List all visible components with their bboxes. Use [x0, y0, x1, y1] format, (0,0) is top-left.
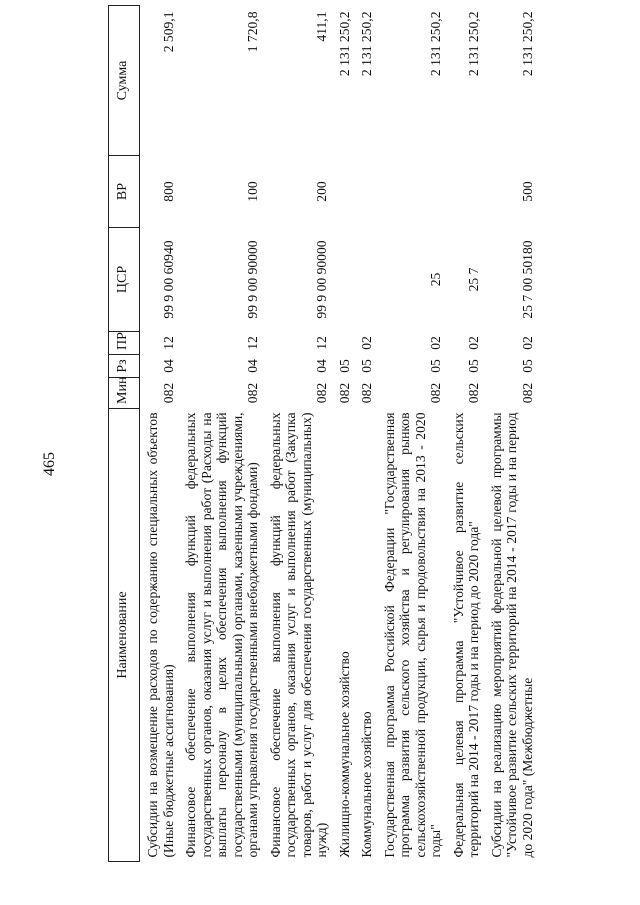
row-name: Субсидии на возмещение расходов по содержанию специальных объектов (Иные бюджетные ассигнования): [145, 412, 176, 858]
row-csr: 25 7: [466, 267, 481, 292]
row-csr: 99 9 00 60940: [160, 240, 176, 319]
rotated-table-container: [108, 6, 608, 862]
row-csr: [332, 228, 355, 332]
row-sum: 2 131 250,2: [466, 11, 481, 77]
row-rz: 04: [160, 359, 176, 373]
row-pr: 12: [160, 336, 176, 350]
budget-table: [108, 5, 537, 862]
table-row: [263, 6, 332, 862]
row-name: Финансовое обеспечение выполнения функций федеральных государственных органов, оказания услуг и выполнения работ (Расходы на выплаты персоналу в целях обеспечения выполнения функций государственными (муниципальными) органами, казенными учреждениями, органами управления государственными внебюджетными фондами): [183, 412, 260, 858]
row-min: 082: [466, 382, 481, 404]
row-name: Жилищно-коммунальное хозяйство: [336, 651, 352, 858]
row-csr: 25: [428, 272, 443, 287]
row-sum: 2 131 250,2: [359, 11, 374, 77]
header-rz: Рз: [109, 355, 140, 378]
row-csr: 99 9 00 90000: [245, 240, 260, 319]
row-min: 082: [160, 382, 176, 404]
table-row: [446, 6, 484, 862]
row-sum: 2 131 250,2: [519, 11, 535, 77]
header-vr: ВР: [109, 156, 140, 228]
row-name: Субсидии на реализацию мероприятий федеральной целевой программы "Устойчивое развитие сельских территорий на 2014 - 2017 годы и на период до 2020 года" (Межбюджетные: [488, 412, 535, 858]
header-pr: ПР: [109, 332, 140, 355]
header-name: Наименование: [109, 409, 140, 862]
row-min: 082: [336, 382, 352, 404]
table-row: [178, 6, 263, 862]
row-min: 082: [359, 382, 374, 404]
row-pr: 02: [428, 336, 443, 350]
row-rz: 05: [359, 359, 374, 373]
table-row: [484, 6, 538, 862]
row-name: Финансовое обеспечение выполнения функций федеральных государственных органов, оказания услуг и выполнения работ (Закупка товаров, работ и услуг для обеспечения государственных (муниципальных) нужд): [267, 412, 329, 858]
row-csr: [354, 228, 377, 332]
header-csr: ЦСР: [109, 228, 140, 332]
row-min: 082: [519, 382, 535, 404]
row-min: 082: [314, 382, 329, 404]
row-vr: [446, 156, 484, 228]
row-pr: [332, 332, 355, 355]
row-csr: 99 9 00 90000: [314, 240, 329, 319]
table-row: [140, 6, 179, 862]
row-vr: 100: [245, 181, 260, 202]
row-min: 082: [428, 382, 443, 404]
row-vr: [377, 156, 446, 228]
row-pr: 12: [314, 336, 329, 350]
row-vr: [332, 156, 355, 228]
row-vr: 800: [160, 181, 176, 202]
row-pr: 02: [466, 336, 481, 350]
row-sum: 2 509,1: [160, 11, 176, 53]
row-sum: 2 131 250,2: [336, 11, 352, 77]
row-min: 082: [245, 382, 260, 404]
table-header-row: [109, 6, 140, 862]
row-name: Государственная программа Российской Федерации "Государственная программа развития сельского хозяйства и регулирования рынков сельскохозяйственной продукции, сырья и продовольствия на 2013 - 2020 годы": [381, 412, 443, 858]
row-sum: 2 131 250,2: [428, 11, 443, 77]
page-number: 465: [41, 452, 58, 476]
header-min: Мин: [109, 378, 140, 409]
table-row: [377, 6, 446, 862]
row-rz: 05: [466, 359, 481, 373]
row-pr: 02: [519, 336, 535, 350]
row-rz: 05: [336, 359, 352, 373]
row-vr: [354, 156, 377, 228]
header-sum: Сумма: [109, 6, 140, 156]
row-name: Коммунальное хозяйство: [359, 711, 374, 858]
table-row: [354, 6, 377, 862]
row-vr: 500: [519, 181, 535, 202]
row-rz: 05: [519, 359, 535, 373]
row-csr: 25 7 00 50180: [519, 240, 535, 319]
row-vr: 200: [314, 181, 329, 202]
row-sum: 1 720,8: [245, 11, 260, 53]
row-rz: 04: [245, 359, 260, 373]
row-name: Федеральная целевая программа "Устойчивое развитие сельских территорий на 2014 - 2017 годы и на период до 2020 года": [450, 412, 481, 858]
row-rz: 05: [428, 359, 443, 373]
row-rz: 04: [314, 359, 329, 373]
row-pr: 02: [359, 336, 374, 350]
row-pr: 12: [245, 336, 260, 350]
table-row: [332, 6, 355, 862]
row-sum: 411,1: [314, 11, 329, 42]
